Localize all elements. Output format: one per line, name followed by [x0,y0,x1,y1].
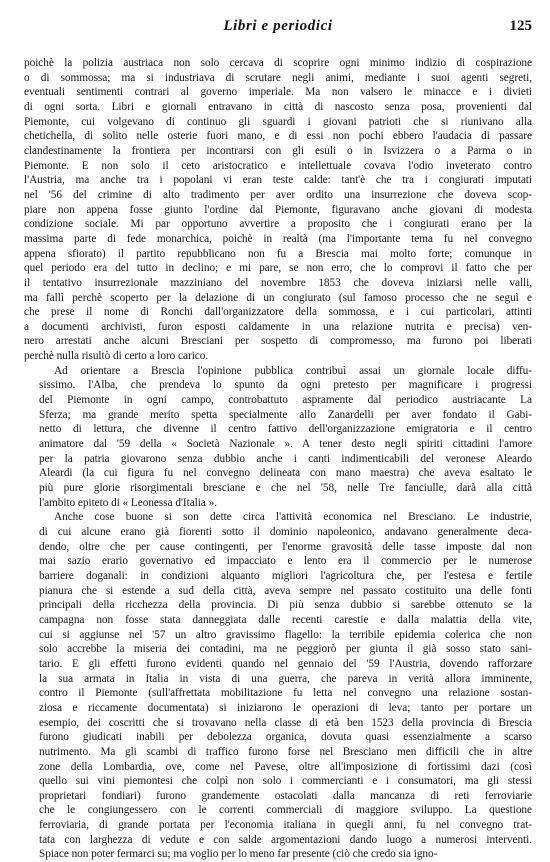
text-line: barriere doganali: in condizioni alquanto migliori l'agricoltura che, per l'estesa e fertile [39,569,532,582]
text-line: poichè la polizia austriaca non solo cercava di scoprire ogni minimo indizio di cospirazione [24,57,532,69]
text-line: di cui alcune erano già fiorenti sotto il dominio napoleonico, andavano generalmente deca- [39,526,532,538]
text-line: Piemonte, cui volgevano di continuo gli sguardi i giovani patrioti che si riunivano alla [24,115,532,128]
text-line: quello sui vini piemontesi che colpì non solo i commercianti e i consumatori, ma gli stessi [39,775,532,788]
paragraph [24,510,532,862]
text-line: del Piemonte in ogni campo, controbattuto aspramente dal periodico austriacante La [39,394,532,407]
paragraph [24,364,532,511]
text-line: la sua armata in Italia in vista di una guerra, che pareva in verità allora imminente, [39,672,532,685]
text-line: netto di lettura, che divenne il centro fattivo dell'organizzazione emigratoria e il centro [39,423,532,436]
paragraph [24,56,532,364]
text-line: nel '56 del crimine di alto tradimento per aver ordito una insurrezione che doveva scop- [24,188,532,201]
text-line: nero arrestati anche alcuni Bresciani per sospetto di compromesso, ma furono poi liberati [24,335,532,348]
text-line: contro il Piemonte (sull'affrettata mobilitazione fu letta nel convegno una relazione sostan- [39,687,532,700]
text-line: dendo, oltre che per cause contingenti, per l'enorme gravosità delle tasse imposte dal non [39,540,532,553]
body-text [24,56,532,862]
text-line: Piemonte. E non solo il ceto aristocratico e intellettuale covava l'odio inveterato contro [24,159,532,172]
text-line: eventuali sentimenti contrari al governo imperiale. Ma non valsero le minacce e i divieti [24,86,532,99]
text-line: l'ambito epiteto di « Leonessa d'Italia ». [39,496,217,509]
running-header [24,18,532,38]
text-line: principali della ricchezza della provincia. Di più senza dubbio si sarebbe ottenuto se la [39,599,532,612]
text-line: clandestinamente la frontiera per incontrarsi con gli esuli o in Isvizzera o a Parma o in [24,144,532,157]
text-line: o di sommossa; ma si industriava di scrutare negli animi, mediante i suoi agenti segreti, [24,71,532,84]
text-line: piare non appena fosse giunto l'ordine dal Piemonte, figuravano anche giovani di modesta [24,203,532,216]
text-line: per la patria giovarono senza dubbio anche i canti indimenticabili del veronese Aleardo [39,452,532,465]
running-title: Libri e periodici [223,18,333,34]
text-line: ma fallì perchè scoperto per la delazione di un congiurato (sul famoso processo che ne seguì e [24,291,532,304]
text-line: proprietari fondiari) furono grandemente ostacolati dalla mancanza di reti ferroviarie [39,789,532,802]
text-line: di ogni sorta. Libri e giornali entravano in città di nascosto senza posa, provenienti dal [24,100,532,113]
text-line: esempio, dei coscritti che si trovavano nella classe di età ben 1523 della provincia di Brescia [39,716,532,729]
text-line: quel periodo era del tutto in declino; e mi pare, se non erro, che lo comprovi il fatto che per [24,262,532,275]
text-line: il tentativo insurrezionale mazziniano del novembre 1853 che doveva iniziarsi nelle valli, [24,276,532,289]
page-number: 125 [509,18,532,34]
text-line: che prese il nome di Ronchi dall'organizzatore della sommossa, e i cui particolari, attinti [24,306,532,319]
text-line: appena sfiorato) il partito repubblicano non fu a Brescia mai molto forte; comunque in [24,247,532,260]
text-line: pianura che si estende a sud della città, aveva sempre nel passato costituito una delle fonti [39,584,532,597]
text-line: a documenti archivisti, furon esposti caldamente in una relazione nutrita e precisa) ven- [24,320,532,333]
text-line: chetichella, di solito nelle osterie fuori mano, e di essi non pochi ebbero l'audacia di passare [24,130,532,143]
text-line: solo accrebbe la miseria dei contadini, ma ne peggiorò per giunta il già sosso stato sani- [39,643,532,656]
text-line: ferroviaria, di grande portata per l'economia italiana in quegli anni, fu nel convegno trat- [39,819,532,832]
text-line: Sferza; ma grande merito spetta specialmente allo Zanardelli per aver fondato il Gabi- [39,408,532,421]
text-line: Aleardi (la cui figura fu nel convegno delineata con mano maestra) che aveva esaltato le [39,467,532,480]
text-line: massima parte di fede monarchica, poichè in realtà (ma l'importante tema fu nel convegno [24,232,532,245]
text-line: più pure glorie risorgimentali bresciane e che nel '58, nelle Tre fanciulle, darà alla città [39,482,532,495]
text-line: animatore dal '59 della « Società Nazionale ». A tener desto negli spiriti cittadini l'amore [39,438,532,451]
text-line: ziosa e riccamente documentata) si iniziarono le operazioni di leva; tanto per portare un [39,701,532,714]
text-line: zone della Lombardia, ove, come nel Pavese, oltre all'imposizione di fortissimi dazi (così [39,760,532,773]
text-line: cui si aggiunse nel '57 un altro gravissimo flagello: la terribile epidemia colerica che non [39,628,532,641]
text-line: tata con larghezza di vedute e con salde argomentazioni dando luogo a numerosi interventi. [39,833,532,846]
text-line: Spiace non poter fermarci su; ma voglio per lo meno far presente (ciò che credo sia igno- [39,848,438,861]
text-line: nutrimento. Ma gli scambi di traffico furono forse nel Bresciano men difficili che in altre [39,745,532,758]
text-line: che le congiungessero con le correnti commerciali di maggiore sviluppo. La questione [39,804,532,817]
text-line: sissimo. l'Alba, che prendeva lo spunto da ogni pretesto per magnificare i progressi [39,379,532,392]
text-line: Ad orientare a Brescia l'opinione pubblica contribuì assai un giornale locale diffu- [54,364,532,377]
text-line: campagna non fosse stata danneggiata dalle recenti carestie e dalla malattia della vite, [39,613,532,626]
text-line: furono giudicati inabili per debolezza organica, dovuta quasi essenzialmente a scarso [39,731,532,744]
text-line: condizione sociale. Mi par opportuno avvertire a proposito che i congiurati erano per la [24,218,532,231]
text-line: mai sazio erario governativo ed impacciato e lento era il commercio per le numerose [39,555,532,568]
text-line: l'Austria, ma anche tra i popolani vi eran teste calde: tant'è che tra i congiurati imputati [24,174,532,187]
text-line: tario. E gli effetti furono evidenti quando nel gennaio del '59 l'Austria, dovendo rafforzare [39,657,532,670]
text-line: perchè nulla risultò di certo a loro carico. [24,350,209,363]
text-line: Anche cose buone si son dette circa l'attività economica nel Bresciano. Le industrie, [54,511,532,524]
